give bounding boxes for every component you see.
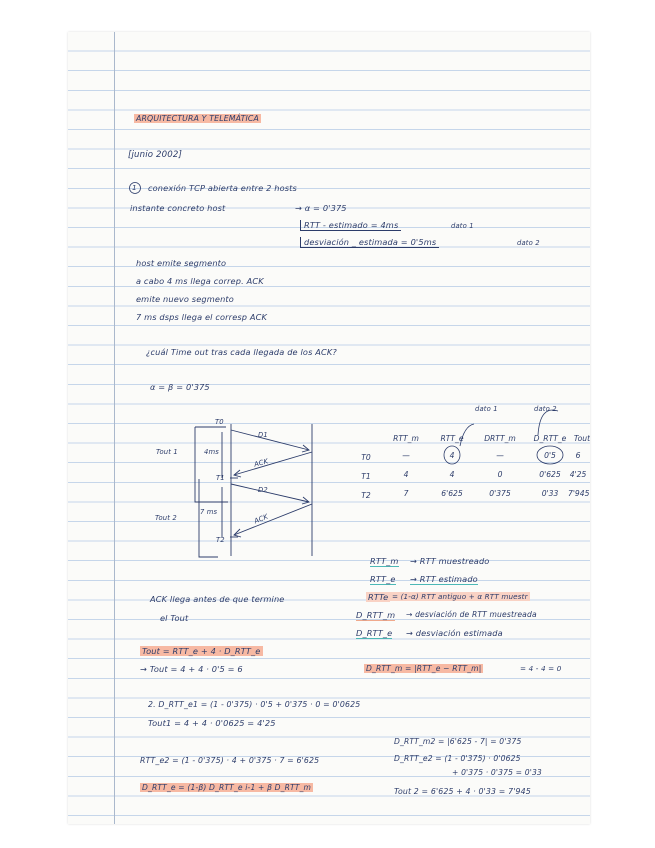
notebook-page <box>68 32 590 824</box>
calc-drtt-e1: 2. D_RTT_e1 = (1 - 0'375) · 0'5 + 0'375 · 0 = 0'0625 <box>148 700 361 709</box>
table-cell: 0'33 <box>541 489 559 498</box>
label-tout1: Tout 1 <box>156 448 178 456</box>
table-cell: 0 <box>497 470 503 479</box>
alpha-beta: α = β = 0'375 <box>150 382 210 392</box>
table-cell: 6 <box>575 451 581 460</box>
problem-line1: conexión TCP abierta entre 2 hosts <box>148 183 297 193</box>
table-row-t2-label: T2 <box>361 491 371 500</box>
calc-drtt-m2: D_RTT_m2 = |6'625 - 7| = 0'375 <box>394 737 522 746</box>
table-cell: — <box>496 451 504 460</box>
label-d1: D1 <box>258 431 268 439</box>
table-cell: 7'945 <box>568 489 590 498</box>
label-ack2: ACK <box>253 512 270 526</box>
legend-def-rtte: = (1-α) RTT antiguo + α RTT muestr <box>392 592 528 601</box>
drtt-formula: D_RTT_m = |RTT_e − RTT_m| <box>366 664 482 673</box>
calc-tout1: Tout1 = 4 + 4 · 0'0625 = 4'25 <box>148 718 276 728</box>
table-header-drtt-m: DRTT_m <box>484 434 516 443</box>
note-line1: ACK llega antes de que termine <box>150 594 285 604</box>
table-cell: 4'25 <box>569 470 587 479</box>
legend-term-rtte: RTTe <box>368 592 389 602</box>
dato2-note: dato 2 <box>517 239 540 247</box>
note-line2: el Tout <box>160 613 189 623</box>
table-header-rtt-e: RTT_e <box>440 434 464 443</box>
label-d2: D2 <box>258 486 268 494</box>
date-label: [junio 2002] <box>128 150 183 160</box>
step-3: emite nuevo segmento <box>136 294 234 304</box>
legend-def-drtt-e: → desviación estimada <box>406 628 503 638</box>
drtt-value: = 4 - 4 = 0 <box>520 664 562 673</box>
calc-drtt-e2: D_RTT_e2 = (1 - 0'375) · 0'0625 <box>394 754 521 763</box>
label-tout2: Tout 2 <box>155 514 177 522</box>
label-t1: T1 <box>216 474 225 482</box>
calc-drtt-e2-cont: + 0'375 · 0'375 = 0'33 <box>452 768 542 777</box>
formula-drtt-e: D_RTT_e = (1-β) D_RTT_e i-1 + β D_RTT_m <box>142 783 312 792</box>
legend-def-drtt-m: → desviación de RTT muestreada <box>406 610 537 619</box>
calc-rtt-e2: RTT_e2 = (1 - 0'375) · 4 + 0'375 · 7 = 6'625 <box>140 756 320 765</box>
tout-calc: → Tout = 4 + 4 · 0'5 = 6 <box>140 664 243 674</box>
step-2: a cabo 4 ms llega correp. ACK <box>136 276 264 286</box>
table-dato2-label: dato 2 <box>534 405 557 413</box>
label-t2: T2 <box>216 536 225 544</box>
table-dato1-label: dato 1 <box>475 405 498 413</box>
label-ack1: ACK <box>253 457 270 469</box>
table-cell: 4 <box>449 470 455 479</box>
label-7ms: 7 ms <box>200 508 218 516</box>
table-header-rtt-m: RTT_m <box>393 434 419 443</box>
calc-tout2: Tout 2 = 6'625 + 4 · 0'33 = 7'945 <box>394 787 531 796</box>
formula-tout: Tout = RTT_e + 4 · D_RTT_e <box>142 646 261 656</box>
legend-term-drtt-e: D_RTT_e <box>356 628 393 638</box>
table-header-tout: Tout <box>573 434 590 443</box>
rtt-estimado-given: RTT - estimado = 4ms <box>300 220 401 231</box>
problem-line2: instante concreto host <box>130 203 226 213</box>
alpha-definition: → α = 0'375 <box>295 203 347 213</box>
question: ¿cuál Time out tras cada llegada de los ACK? <box>146 347 337 357</box>
problem-number: 1 <box>132 183 137 192</box>
table-cell: 7 <box>403 489 409 498</box>
table-cell: 0'625 <box>539 470 561 479</box>
table-cell: 6'625 <box>441 489 463 498</box>
table-cell: 4 <box>403 470 409 479</box>
label-4ms: 4ms <box>204 448 219 456</box>
label-t0: T0 <box>215 418 224 426</box>
table-cell: — <box>402 451 410 460</box>
desviacion-estimada-given: desviación _ estimada = 0'5ms <box>300 237 439 248</box>
table-cell: 0'375 <box>489 489 511 498</box>
table-cell: 4 <box>449 451 455 460</box>
table-row-t1-label: T1 <box>361 472 371 481</box>
step-1: host emite segmento <box>136 258 227 268</box>
legend-def-rtt-e: → RTT estimado <box>410 574 478 584</box>
step-4: 7 ms dsps llega el corresp ACK <box>136 312 268 322</box>
table-header-drtt-e: D_RTT_e <box>533 434 567 443</box>
table-cell: 0'5 <box>544 451 556 460</box>
page-title: ARQUITECTURA Y TELEMÁTICA <box>136 114 260 123</box>
legend-def-rtt-m: → RTT muestreado <box>410 556 490 566</box>
dato1-note: dato 1 <box>451 222 474 230</box>
legend-term-rtt-m: RTT_m <box>370 556 399 566</box>
legend-term-drtt-m: D_RTT_m <box>356 610 396 620</box>
table-row-t0-label: T0 <box>361 453 371 462</box>
legend-term-rtt-e: RTT_e <box>370 574 396 584</box>
